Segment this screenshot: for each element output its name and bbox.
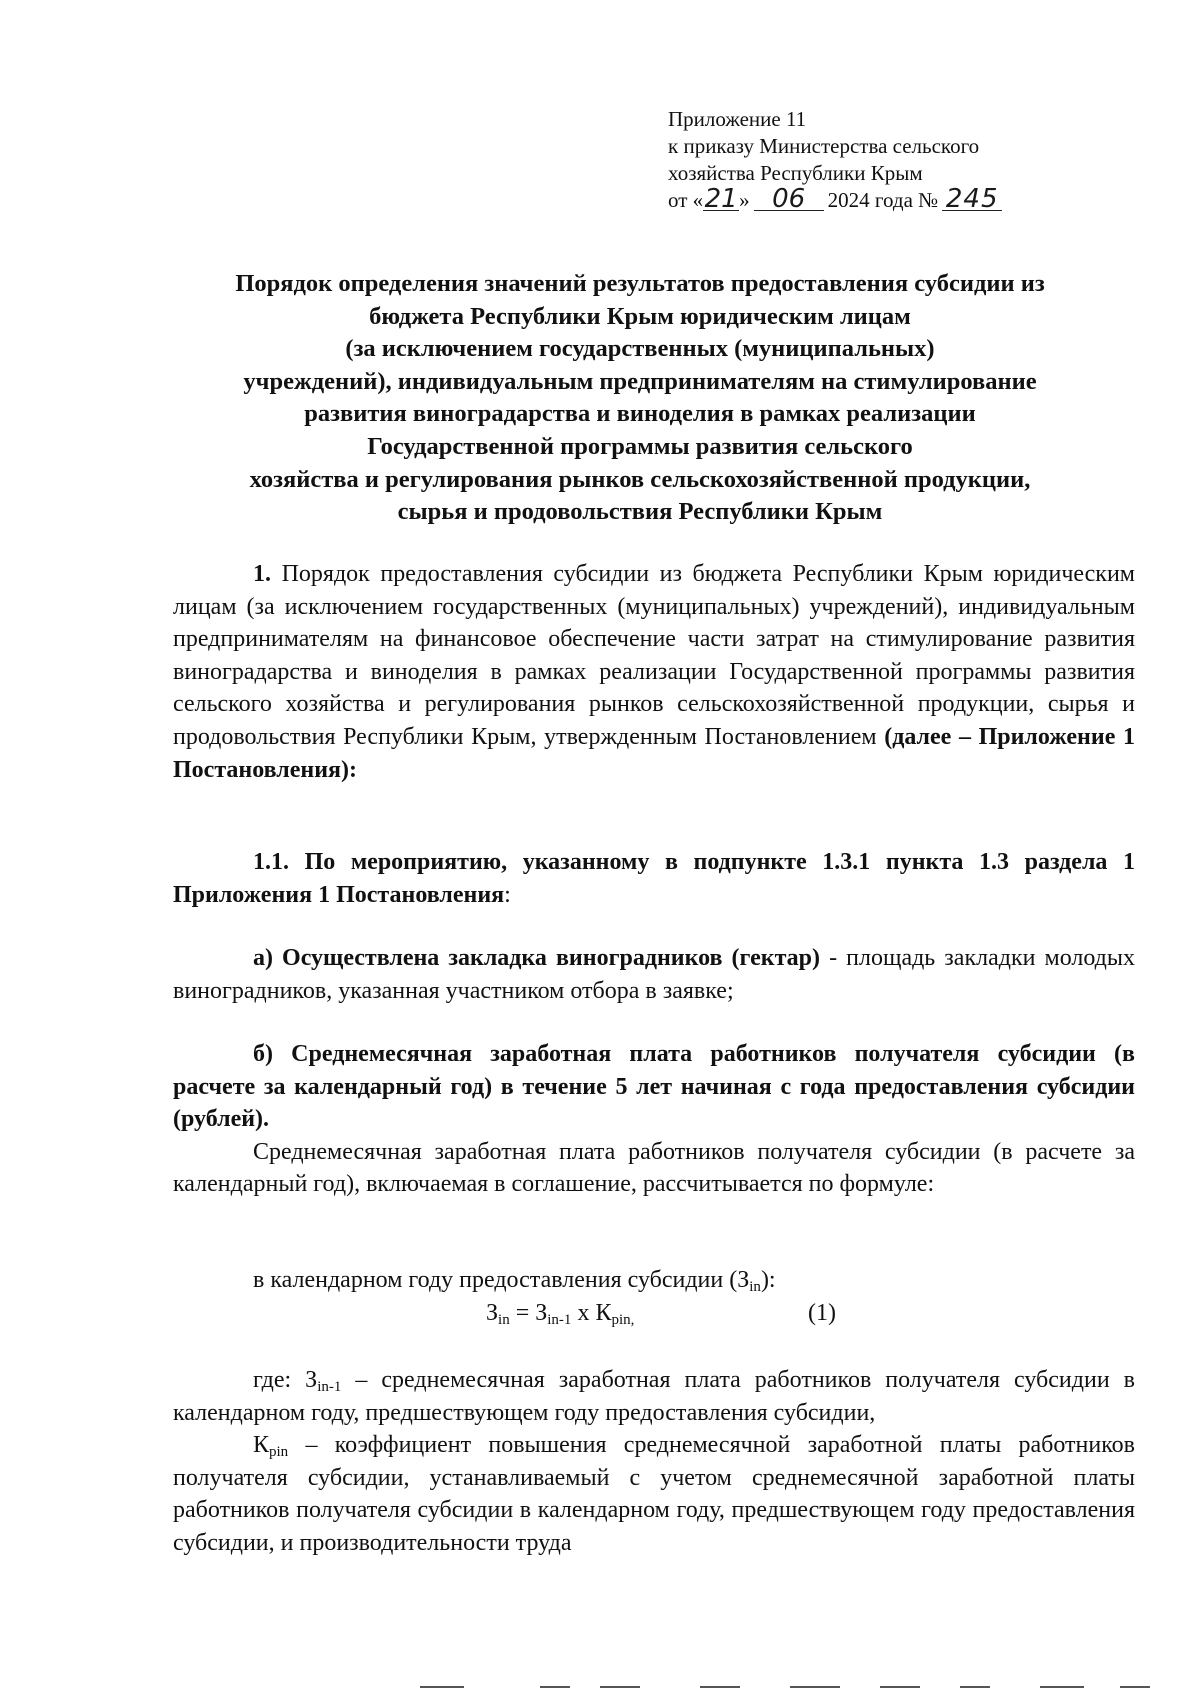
title-line: бюджета Республики Крым юридическим лицам xyxy=(369,302,911,330)
paragraph-1-1: 1.1. По мероприятию, указанному в подпункте 1.3.1 пункта 1.3 раздела 1 Приложения 1 Постановления: xyxy=(173,849,1135,908)
title-line: (за исключением государственных (муниципальных) xyxy=(345,335,935,363)
formula-1: $З_{in} = З_{in-1}$ x $К_{pin,}$ xyxy=(486,1300,635,1328)
formula-intro-paragraph: Среднемесячная заработная плата работников получателя субсидии (в расчете за календарный год), включаемая в соглашение, рассчитывается по формуле: xyxy=(173,1138,1135,1198)
paragraph-b: б) Среднемесячная заработная плата работников получателя субсидии (в расчете за календарный год) в течение 5 лет начиная с года предоставления субсидии (рублей). Среднемесячная заработная плата работников получателя субсидии (в расчете за календарный год), включаемая в соглашение, рассчитывается по формуле: xyxy=(173,1038,1135,1201)
document-title xyxy=(160,268,1120,529)
page-bottom-scan-marks xyxy=(400,1686,1160,1692)
ministry-name: хозяйства Республики Крым xyxy=(668,161,923,185)
paragraph-where: где: $З_{in-1}$ – среднемесячная заработная плата работников получателя субсидии в календарном году, предшествующем году предоставления субсидии, $К_{pin}$ – коэффициент повышения среднемесячной заработной платы работников получателя субсидии, устанавливаемый с учетом среднемесячной заработной платы работников получателя субсидии в календарном году, предшествующем году предоставления субсидии, и производительности труда xyxy=(173,1367,1135,1556)
title-line: Порядок определения значений результатов предоставления субсидии из xyxy=(235,270,1045,297)
handwritten-month: 06 xyxy=(754,188,824,211)
order-reference: к приказу Министерства сельского xyxy=(668,134,980,158)
title-line: сырья и продовольствия Республики Крым xyxy=(397,498,883,526)
handwritten-order-number: 245 xyxy=(942,188,1002,211)
appendix-header xyxy=(668,106,1108,214)
title-line: хозяйства и регулирования рынков сельскохозяйственной продукции, xyxy=(249,465,1031,493)
appendix-number: Приложение 11 xyxy=(668,107,807,131)
paragraph-1: 1. Порядок предоставления субсидии из бюджета Республики Крым юридическим лицам (за исключением государственных (муниципальных) учреждений), индивидуальным предпринимателям на финансовое обеспечение части затрат на стимулирование развития виноградарства и виноделия в рамках реализации Государственной программы развития сельского хозяйства и регулирования рынков сельскохозяйственной продукции, сырья и продовольствия Республики Крым, утвержденным Постановлением (далее – Приложение 1 Постановления): xyxy=(173,561,1135,783)
paragraph-a: а) Осуществлена закладка виноградников (гектар) - площадь закладки молодых виноградников, указанная участником отбора в заявке; xyxy=(173,945,1135,1004)
order-date-line: от «21» 06 2024 года № 245 xyxy=(668,187,1108,214)
title-line: учреждений), индивидуальным предпринимателям на стимулирование xyxy=(243,367,1037,395)
title-line: развития виноградарства и виноделия в рамках реализации xyxy=(304,400,976,428)
formula-intro: в календарном году предоставления субсидии $(З_{in})$: xyxy=(253,1267,776,1295)
title-line: Государственной программы развития сельского xyxy=(367,432,913,460)
formula-number: (1) xyxy=(808,1300,836,1326)
handwritten-day: 21 xyxy=(704,184,738,214)
